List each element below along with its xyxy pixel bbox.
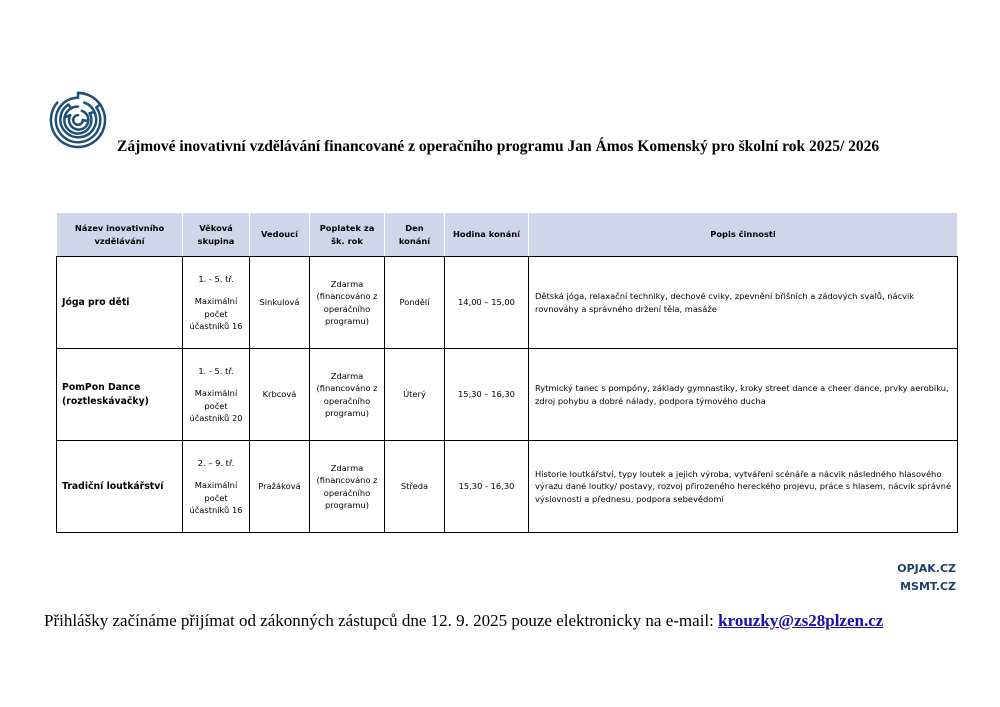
description: Historie loutkářství, typy loutek a jejich výroba, vytváření scénáře a nácvik následného hlasového výrazu dané loutky/ postavy, rozvoj přirozeného hereckého projevu, práce s hlasem, nácvik správné výslovnosti a přednesu, podpora sebevědomí [529, 441, 958, 533]
registration-text: Přihlášky začínáme přijímat od zákonných zástupců dne 12. 9. 2025 pouze elektronicky na e-mail: [44, 611, 719, 630]
opjak-link[interactable]: OPJAK.CZ [897, 562, 956, 575]
age-group [183, 257, 250, 349]
leader: Krbcová [250, 349, 310, 441]
header-leader: Vedoucí [250, 213, 310, 257]
hour: 14,00 – 15,00 [445, 257, 529, 349]
registration-note [44, 611, 883, 631]
table-header-row [57, 213, 958, 257]
age-grade: 1. - 5. tř. [198, 366, 234, 377]
age-capacity: Maximální počet účastníků 16 [189, 296, 243, 331]
fee: Zdarma (financováno z operačního programu) [310, 257, 385, 349]
age-group [183, 349, 250, 441]
description: Rytmický tanec s pompóny, základy gymnastiky, kroky street dance a cheer dance, prvky aerobiku, zdroj pohybu a dobré nálady, podpora týmového ducha [529, 349, 958, 441]
description: Dětská jóga, relaxační techniky, dechové cviky, zpevnění břišních a zádových svalů, nácvik rovnováhy a správného držení těla, masáže [529, 257, 958, 349]
activity-name: Tradiční loutkářství [57, 441, 183, 533]
age-group [183, 441, 250, 533]
hour: 15,30 - 16,30 [445, 441, 529, 533]
day: Úterý [385, 349, 445, 441]
activity-name: Jóga pro děti [57, 257, 183, 349]
leader: Pražáková [250, 441, 310, 533]
maze-logo-icon [49, 91, 107, 149]
header-fee: Poplatek za šk. rok [310, 213, 385, 257]
fee: Zdarma (financováno z operačního programu) [310, 349, 385, 441]
leader: Sinkulová [250, 257, 310, 349]
day: Středa [385, 441, 445, 533]
table-row [57, 349, 958, 441]
email-link[interactable]: krouzky@zs28plzen.cz [718, 611, 884, 630]
header-day: Den konání [385, 213, 445, 257]
day: Pondělí [385, 257, 445, 349]
age-grade: 1. - 5. tř. [198, 274, 234, 285]
page-title: Zájmové inovativní vzdělávání financované z operačního programu Jan Ámos Komenský pro školní rok 2025/ 2026 [117, 138, 880, 155]
age-grade: 2. – 9. tř. [197, 458, 235, 469]
age-capacity: Maximální počet účastníků 20 [189, 388, 243, 423]
header-name: Název inovativního vzdělávání [57, 213, 183, 257]
table-row [57, 257, 958, 349]
msmt-link[interactable]: MSMT.CZ [900, 580, 956, 593]
table-row [57, 441, 958, 533]
header-age: Věková skupina [183, 213, 250, 257]
hour: 15,30 – 16,30 [445, 349, 529, 441]
activity-name: PomPon Dance (roztleskávačky) [57, 349, 183, 441]
program-links [897, 560, 956, 596]
header-hour: Hodina konání [445, 213, 529, 257]
header-description: Popis činnosti [529, 213, 958, 257]
activities-table [56, 212, 958, 533]
age-capacity: Maximální počet účastníků 16 [189, 480, 243, 515]
fee: Zdarma (financováno z operačního programu) [310, 441, 385, 533]
